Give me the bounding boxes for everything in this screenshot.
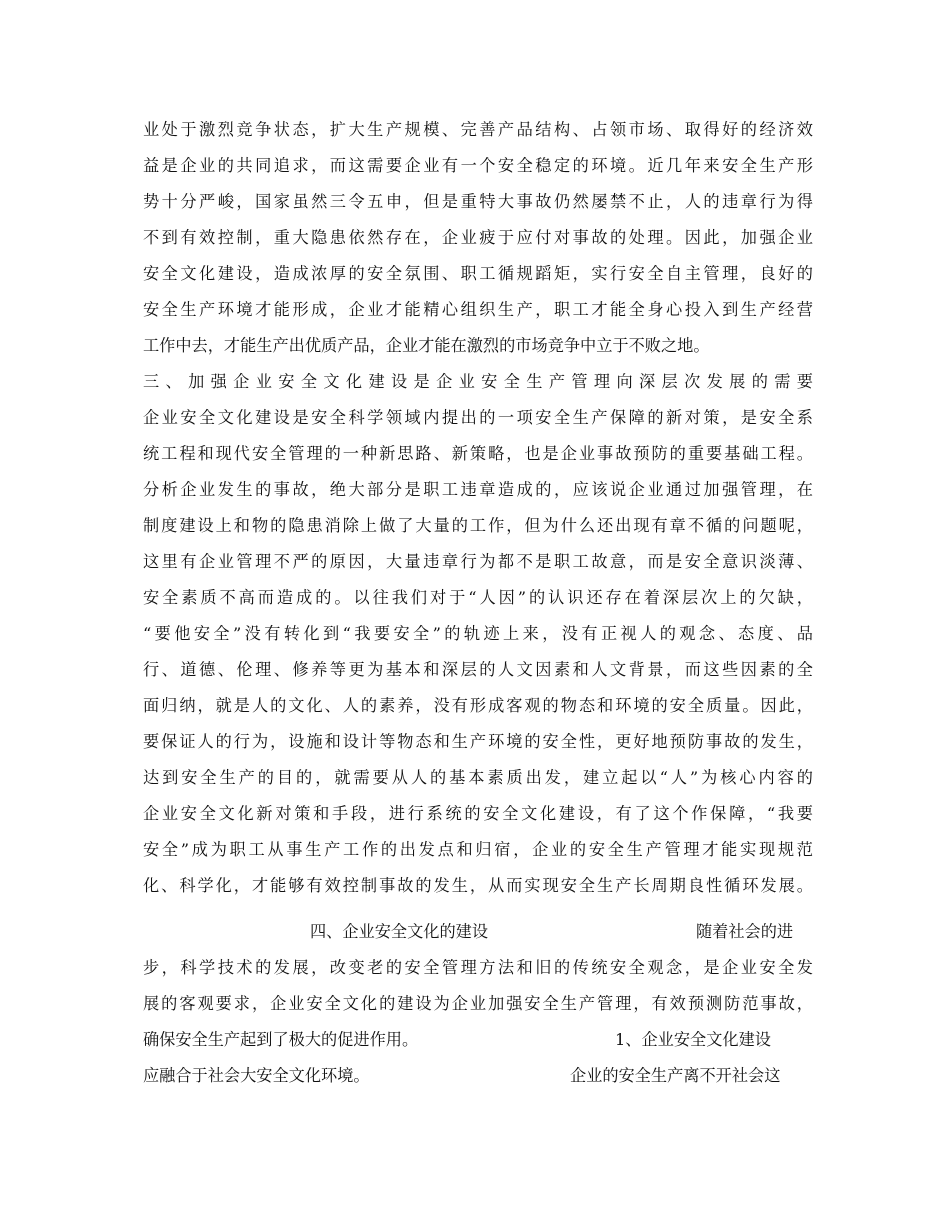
paragraph-lead: 随着社会的进 [696, 922, 794, 941]
paragraph-line-left: 应融合于社会大安全文化环境。 [143, 1066, 370, 1085]
paragraph-line: 达到安全生产的目的，就需要从人的基本素质出发，建立起以“人”为核心内容的 [143, 768, 813, 787]
paragraph-line: 工作中去，才能生产出优质产品，企业才能在激烈的市场竞争中立于不败之地。 [143, 336, 710, 355]
paragraph-line-right: 企业的安全生产离不开社会这 [570, 1066, 781, 1085]
paragraph-line: 业处于激烈竞争状态，扩大生产规模、完善产品结构、占领市场、取得好的经济效 [143, 120, 813, 139]
section-heading-3: 三、加强企业安全文化建设是企业安全生产管理向深层次发展的需要 [143, 372, 813, 391]
paragraph-line-left: 确保安全生产起到了极大的促进作用。 [143, 1030, 419, 1049]
paragraph-line: 制度建设上和物的隐患消除上做了大量的工作，但为什么还出现有章不循的问题呢， [143, 516, 813, 535]
paragraph-line: 展的客观要求，企业安全文化的建设为企业加强安全生产管理，有效预测防范事故， [143, 994, 813, 1013]
paragraph-line: 这里有企业管理不严的原因，大量违章行为都不是职工故意，而是安全意识淡薄、 [143, 552, 813, 571]
paragraph-line: 企业安全文化建设是安全科学领域内提出的一项安全生产保障的新对策，是安全系 [143, 408, 813, 427]
paragraph-line: 企业安全文化新对策和手段，进行系统的安全文化建设，有了这个作保障，“我要 [143, 804, 813, 823]
paragraph-line: 益是企业的共同追求，而这需要企业有一个安全稳定的环境。近几年来安全生产形 [143, 156, 813, 175]
paragraph-line: 安全文化建设，造成浓厚的安全氛围、职工循规蹈矩，实行安全自主管理，良好的 [143, 264, 813, 283]
subsection-heading-1: 1、企业安全文化建设 [615, 1030, 771, 1049]
paragraph-line: 统工程和现代安全管理的一种新思路、新策略，也是企业事故预防的重要基础工程。 [143, 444, 813, 463]
paragraph-line: 安全生产环境才能形成，企业才能精心组织生产，职工才能全身心投入到生产经营 [143, 300, 813, 319]
paragraph-line: 化、科学化，才能够有效控制事故的发生，从而实现安全生产长周期良性循环发展。 [143, 876, 813, 895]
paragraph-line: “要他安全”没有转化到“我要安全”的轨迹上来，没有正视人的观念、态度、品 [143, 624, 813, 643]
paragraph-line: 安全”成为职工从事生产工作的出发点和归宿，企业的安全生产管理才能实现规范 [143, 840, 813, 859]
paragraph-line: 安全素质不高而造成的。以往我们对于“人因”的认识还存在着深层次上的欠缺， [143, 588, 813, 607]
paragraph-line: 行、道德、伦理、修养等更为基本和深层的人文因素和人文背景，而这些因素的全 [143, 660, 813, 679]
paragraph-line: 面归纳，就是人的文化、人的素养，没有形成客观的物态和环境的安全质量。因此， [143, 696, 813, 715]
section-heading-line [143, 922, 813, 942]
section-heading-4: 四、企业安全文化的建设 [310, 922, 489, 941]
paragraph-line: 要保证人的行为，设施和设计等物态和生产环境的安全性，更好地预防事故的发生， [143, 732, 813, 751]
paragraph-line: 步，科学技术的发展，改变老的安全管理方法和旧的传统安全观念，是企业安全发 [143, 958, 813, 977]
paragraph-line: 分析企业发生的事故，绝大部分是职工违章造成的，应该说企业通过加强管理，在 [143, 480, 813, 499]
paragraph-line: 势十分严峻，国家虽然三令五申，但是重特大事故仍然屡禁不止，人的违章行为得 [143, 192, 813, 211]
paragraph-line-split [143, 1030, 813, 1050]
paragraph-line: 不到有效控制，重大隐患依然存在，企业疲于应付对事故的处理。因此，加强企业 [143, 228, 813, 247]
paragraph-line-split [143, 1066, 813, 1086]
